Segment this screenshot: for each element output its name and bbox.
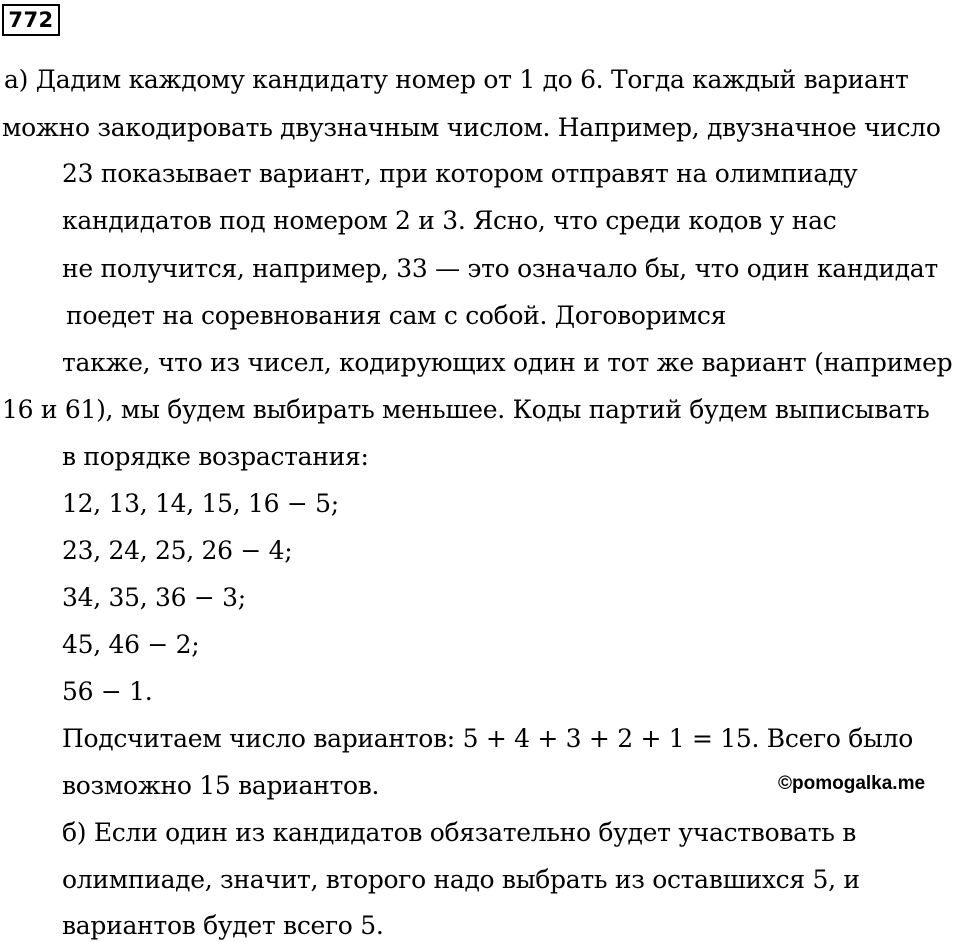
text-line-4: кандидатов под номером 2 и 3. Ясно, что среди кодов у нас (62, 206, 837, 235)
text-line-12: 34, 35, 36 − 3; (62, 583, 246, 612)
watermark: ©pomogalka.me (778, 773, 926, 794)
text-line-19: вариантов будет всего 5. (62, 911, 384, 940)
text-line-6: поедет на соревнования сам с собой. Договоримся (66, 301, 727, 330)
text-line-15: Подсчитаем число вариантов: 5 + 4 + 3 + 2 + 1 = 15. Всего было (62, 724, 913, 753)
problem-number: 772 (2, 4, 60, 36)
text-line-3: 23 показывает вариант, при котором отправят на олимпиаду (62, 159, 858, 188)
text-line-1: а) Дадим каждому кандидату номер от 1 до 6. Тогда каждый вариант (4, 65, 909, 94)
text-line-7: также, что из чисел, кодирующих один и тот же вариант (например (62, 348, 953, 377)
text-line-8: 16 и 61), мы будем выбирать меньшее. Коды партий будем выписывать (2, 395, 930, 424)
text-line-16: возможно 15 вариантов. (62, 771, 380, 800)
text-line-18: олимпиаде, значит, второго надо выбрать из оставшихся 5, и (62, 865, 860, 894)
text-line-17: б) Если один из кандидатов обязательно будет участвовать в (62, 818, 856, 847)
text-line-11: 23, 24, 25, 26 − 4; (62, 536, 293, 565)
text-line-14: 56 − 1. (62, 677, 153, 706)
text-line-2: можно закодировать двузначным числом. Например, двузначное число (2, 113, 941, 142)
text-line-9: в порядке возрастания: (62, 442, 369, 471)
text-line-13: 45, 46 − 2; (62, 630, 200, 659)
text-line-10: 12, 13, 14, 15, 16 − 5; (62, 489, 339, 518)
text-line-5: не получится, например, 33 — это означало бы, что один кандидат (62, 254, 938, 283)
